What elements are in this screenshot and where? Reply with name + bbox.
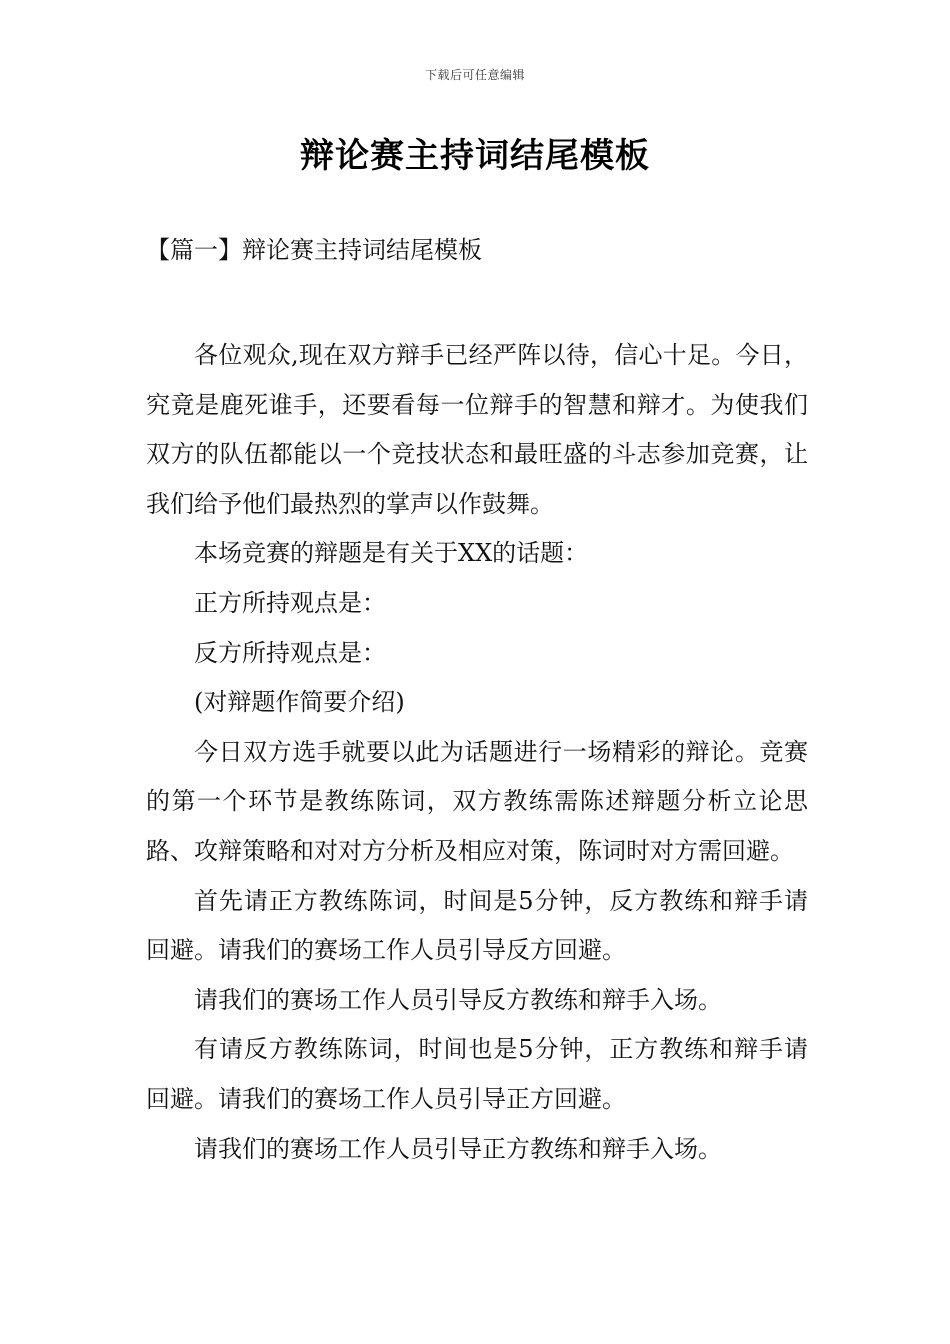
paragraph-topic: 本场竞赛的辩题是有关于XX的话题： xyxy=(194,539,589,568)
paragraph-opening: 各位观众,现在双方辩手已经严阵以待，信心十足。今日，究竟是鹿死谁手，还要看每一位辩手的智慧和辩才。为使我们双方的队伍都能以一个竞技状态和最旺盛的斗志参加竞赛，让我们给予他们最热烈的掌声以作鼓舞。 xyxy=(146,341,808,518)
paragraph-affirmative-enter: 请我们的赛场工作人员引导正方教练和辩手入场。 xyxy=(194,1134,722,1163)
section-heading: 【篇一】辩论赛主持词结尾模板 xyxy=(146,236,482,264)
paragraph-topic-intro-note: (对辩题作简要介绍) xyxy=(194,688,405,717)
document-title: 辩论赛主持词结尾模板 xyxy=(300,136,650,176)
paragraph-negative-coach: 有请反方教练陈词，时间也是5分钟，正方教练和辩手请回避。请我们的赛场工作人员引导正方回避。 xyxy=(146,1035,808,1113)
document-body xyxy=(146,331,808,1174)
paragraph-affirmative-coach: 首先请正方教练陈词，时间是5分钟，反方教练和辩手请回避。请我们的赛场工作人员引导反方回避。 xyxy=(146,886,808,965)
paragraph-affirmative-view: 正方所持观点是： xyxy=(194,588,386,617)
paragraph-negative-enter: 请我们的赛场工作人员引导反方教练和辩手入场。 xyxy=(194,985,722,1014)
paragraph-negative-view: 反方所持观点是： xyxy=(194,638,386,667)
header-note: 下载后可任意编辑 xyxy=(424,68,525,82)
paragraph-first-segment: 今日双方选手就要以此为话题进行一场精彩的辩论。竞赛的第一个环节是教练陈词，双方教练需陈述辩题分析立论思路、攻辩策略和对对方分析及相应对策，陈词时对方需回避。 xyxy=(146,737,808,865)
